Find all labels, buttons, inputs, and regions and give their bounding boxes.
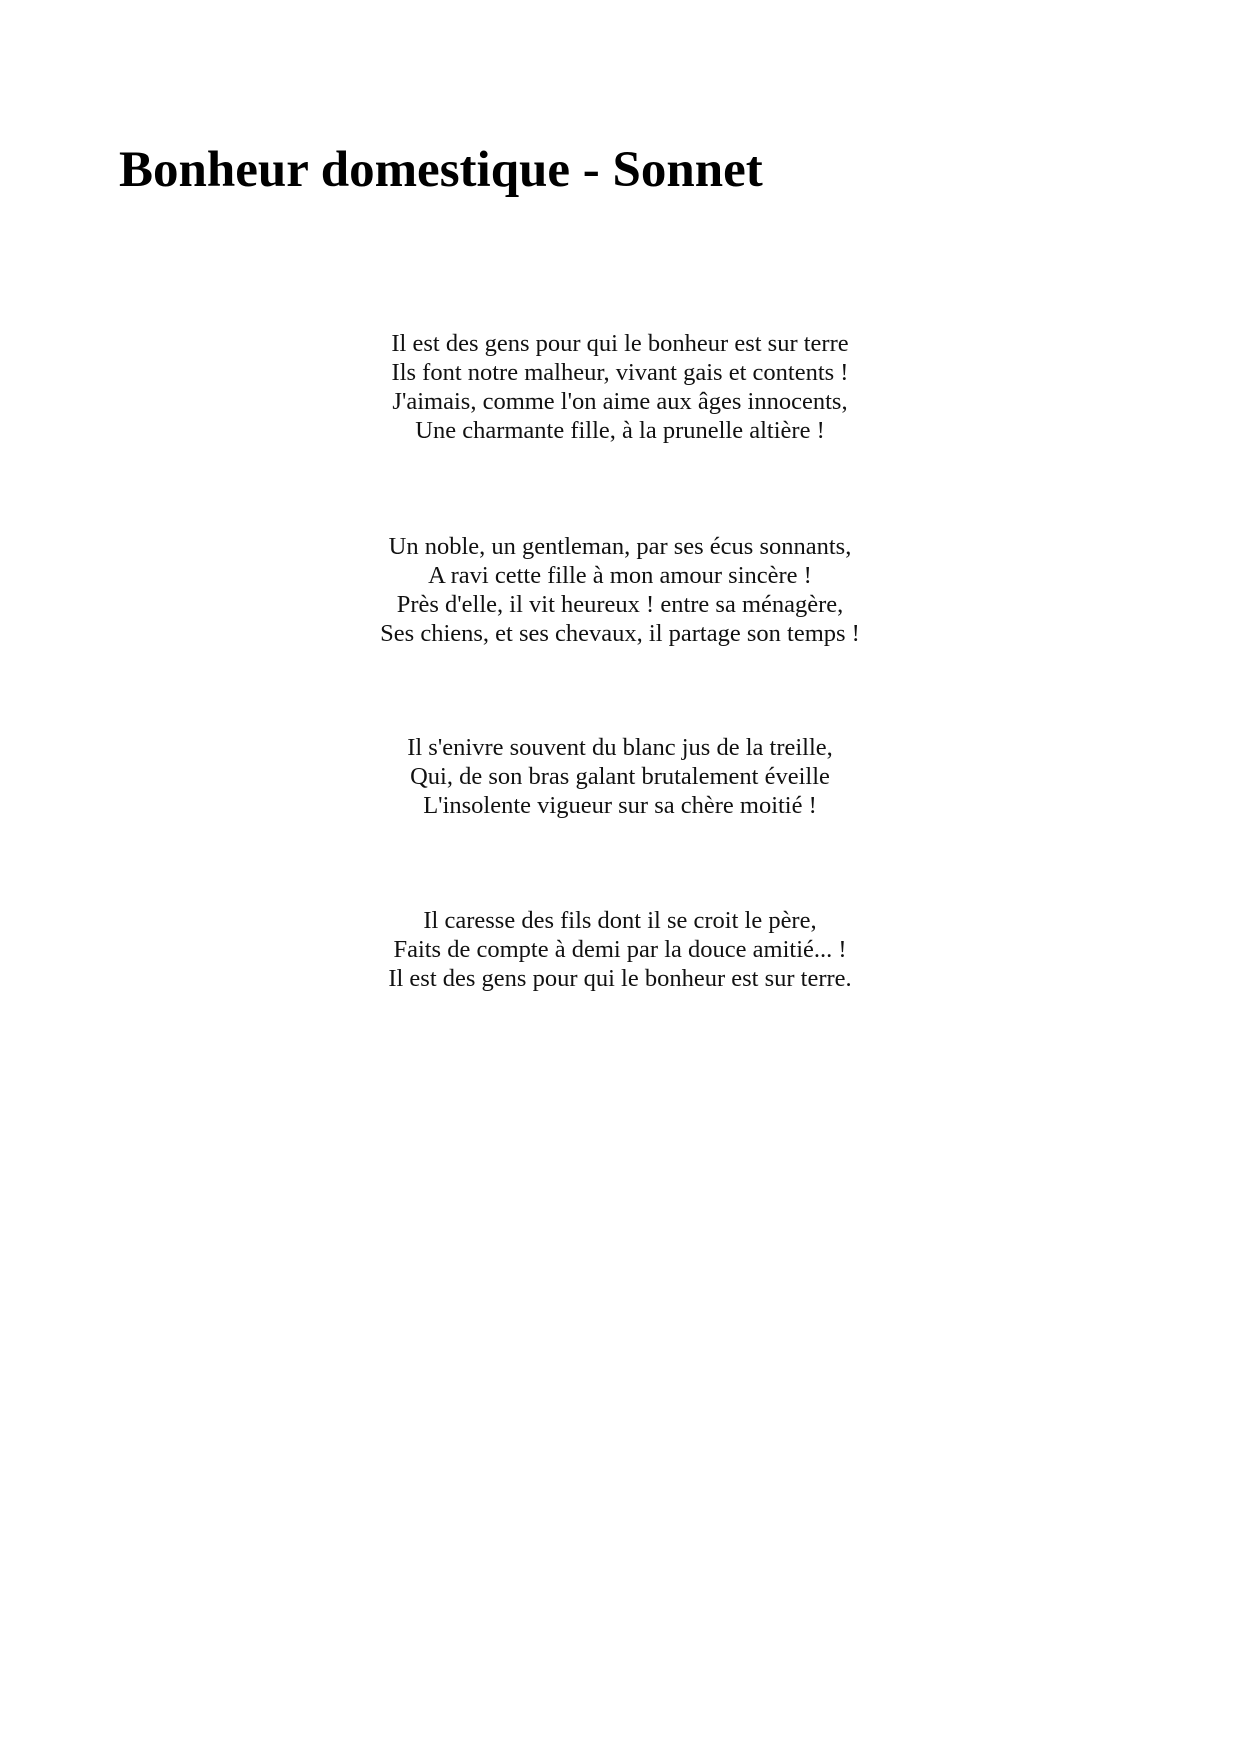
poem-line: Une charmante fille, à la prunelle altière ! bbox=[415, 417, 825, 444]
poem-line: Il caresse des fils dont il se croit le père, bbox=[423, 907, 817, 934]
stanza-1 bbox=[320, 329, 920, 445]
stanza-2 bbox=[320, 532, 920, 648]
poem-line: A ravi cette fille à mon amour sincère ! bbox=[428, 562, 812, 589]
poem-line: Il est des gens pour qui le bonheur est sur terre bbox=[391, 330, 849, 357]
poem-line: Faits de compte à demi par la douce amitié... ! bbox=[393, 936, 847, 963]
poem-line: Il est des gens pour qui le bonheur est sur terre. bbox=[388, 965, 852, 992]
stanza-4 bbox=[320, 906, 920, 993]
stanza-3 bbox=[320, 733, 920, 820]
poem-line: J'aimais, comme l'on aime aux âges innocents, bbox=[392, 388, 848, 415]
poem-line: Un noble, un gentleman, par ses écus sonnants, bbox=[388, 533, 852, 560]
poem-line: Il s'enivre souvent du blanc jus de la treille, bbox=[407, 734, 833, 761]
poem-line: Près d'elle, il vit heureux ! entre sa ménagère, bbox=[396, 591, 844, 618]
poem-line: Qui, de son bras galant brutalement éveille bbox=[410, 763, 830, 790]
poem-line: Ils font notre malheur, vivant gais et contents ! bbox=[391, 359, 849, 386]
poem-line: Ses chiens, et ses chevaux, il partage son temps ! bbox=[380, 620, 860, 647]
poem-line: L'insolente vigueur sur sa chère moitié ! bbox=[423, 792, 817, 819]
document-title: Bonheur domestique - Sonnet bbox=[119, 142, 763, 198]
